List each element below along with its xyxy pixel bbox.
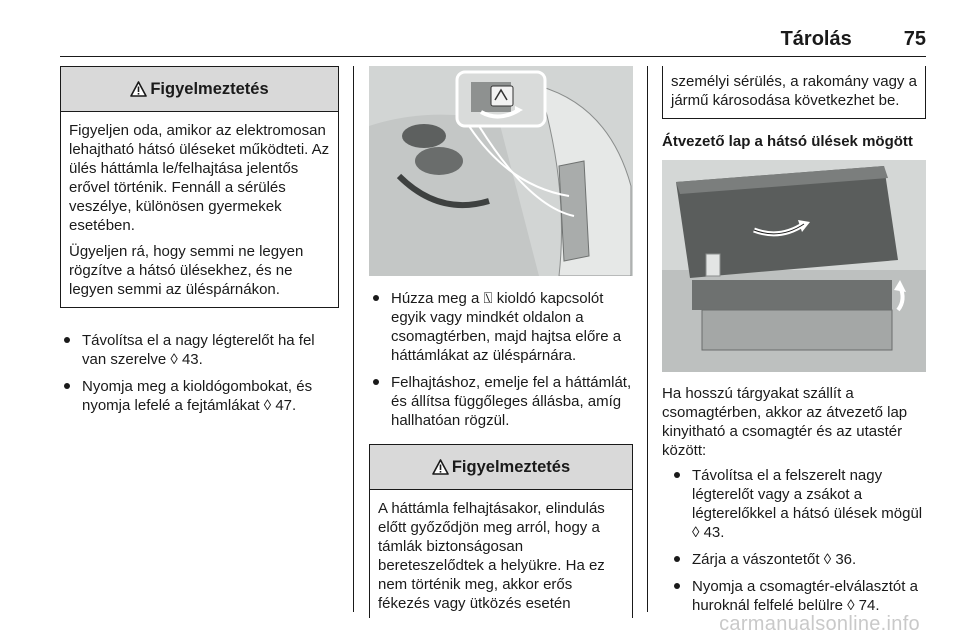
middle-column — [369, 66, 633, 618]
list-item: Zárja a vászontetőt ◊ 36. — [670, 550, 926, 569]
middle-bullet-list — [369, 289, 633, 430]
column-divider-right — [647, 66, 648, 612]
warning-title: Figyelmeztetés — [451, 457, 571, 476]
column-divider-left — [353, 66, 354, 612]
warning-paragraph: Figyeljen oda, amikor az elektromosan lehajtható hátsó üléseket működteti. Az ülés háttámla le/felhajtása jelentős erővel történik. Fennáll a sérülés veszélye, különösen gyermekek esetében. — [69, 122, 330, 234]
list-item: Húzza meg a ⍂ kioldó kapcsolót egyik vagy mindkét oldalon a csomagtérben, majd hajtsa előre a háttámlákat az üléspárnára. — [369, 289, 633, 365]
warning-title: Figyelmeztetés — [150, 79, 269, 98]
warning-header — [61, 67, 338, 112]
right-column — [662, 66, 926, 623]
header-rule — [60, 56, 926, 57]
list-item: Nyomja meg a kioldógombokat, és nyomja lefelé a fejtámlákat ◊ 47. — [60, 377, 342, 415]
right-bullet-list — [662, 466, 926, 615]
list-item: Távolítsa el a felszerelt nagy légterelőt vagy a zsákot a légterelőkkel a hátsó ülések mögül ◊ 43. — [670, 466, 926, 542]
warning-box-latching — [369, 444, 633, 618]
intro-paragraph: Ha hosszú tárgyakat szállít a csomagtérben, akkor az átvezető lap kinyitható a csomagtér és az utastér között: — [662, 385, 908, 459]
list-item: Távolítsa el a nagy légterelőt ha fel van szerelve ◊ 43. — [60, 331, 342, 369]
page-header — [781, 24, 926, 54]
section-subheading: Átvezető lap a hátsó ülések mögött — [662, 133, 913, 150]
left-column — [60, 66, 339, 423]
warning-paragraph: A háttámla felhajtásakor, elindulás előtt győződjön meg arról, hogy a támlák biztonságosan bereteszelődtek a helyükre. Ha ez nem történik meg, akkor erős fékezés vagy ütközés esetén — [378, 500, 605, 612]
section-title: Tárolás — [780, 27, 852, 50]
warning-header — [370, 445, 632, 490]
page-number: 75 — [903, 27, 926, 50]
warning-triangle-icon — [130, 81, 147, 97]
watermark: carmanualsonline.info — [719, 613, 920, 635]
warning-body — [61, 112, 338, 307]
list-item: Felhajtáshoz, emelje fel a háttámlát, és állítsa függőleges állásba, amíg hallhatóan rögzül. — [369, 373, 633, 430]
list-item: Nyomja a csomagtér-elválasztót a huroknál felfelé belülre ◊ 74. — [670, 577, 926, 615]
seat-release-illustration — [369, 66, 633, 276]
warning-body — [370, 490, 632, 621]
warning-paragraph: Ügyeljen rá, hogy semmi ne legyen rögzítve a hátsó ülésekhez, és ne legyen semmi az üléspárnákon. — [69, 243, 304, 298]
pass-through-illustration — [662, 160, 926, 372]
warning-triangle-icon — [432, 459, 449, 475]
warning-box-continued — [662, 66, 926, 119]
left-bullet-list — [60, 331, 342, 415]
warning-box-seats — [60, 66, 339, 308]
warning-continuation: személyi sérülés, a rakomány vagy a jármű károsodása következhet be. — [671, 73, 917, 109]
